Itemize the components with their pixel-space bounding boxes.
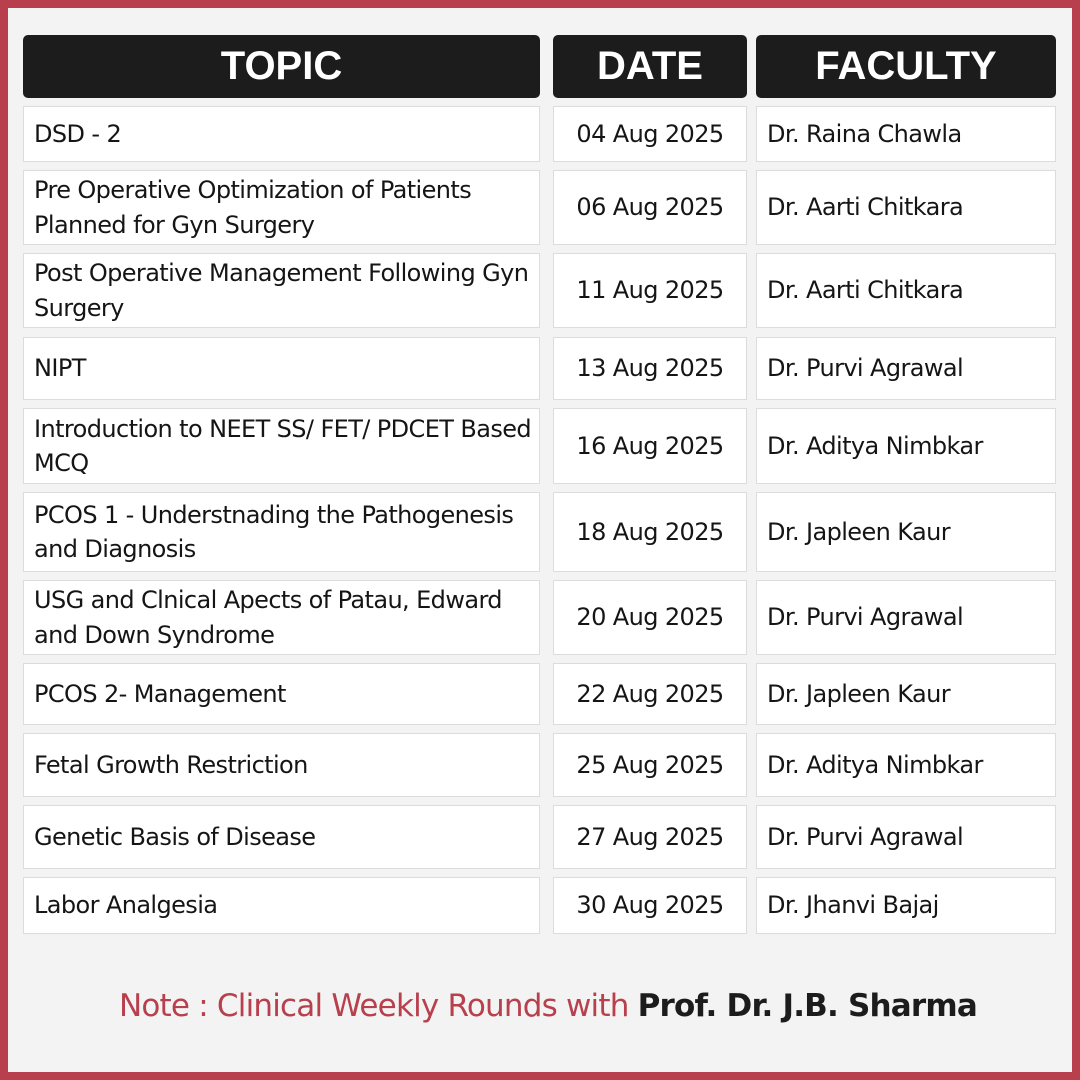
topic-cell (23, 877, 540, 934)
date-text: 13 Aug 2025 (576, 354, 724, 383)
topic-text: Post Operative Management Following Gyn Surgery (34, 259, 529, 322)
topic-cell (23, 805, 540, 869)
date-text: 30 Aug 2025 (576, 891, 724, 920)
date-cell (553, 408, 747, 484)
header-date: DATE (553, 35, 747, 98)
faculty-cell (756, 106, 1056, 162)
topic-text: Genetic Basis of Disease (34, 822, 316, 851)
header-topic: TOPIC (23, 35, 540, 98)
faculty-cell (756, 733, 1056, 797)
topic-text: Pre Operative Optimization of Patients Planned for Gyn Surgery (34, 176, 472, 239)
faculty-cell (756, 170, 1056, 245)
date-text: 04 Aug 2025 (576, 119, 724, 148)
date-cell (553, 106, 747, 162)
header-faculty: FACULTY (756, 35, 1056, 98)
date-text: 06 Aug 2025 (576, 193, 724, 222)
faculty-text: Dr. Aditya Nimbkar (767, 750, 983, 779)
topic-cell (23, 337, 540, 400)
faculty-text: Dr. Japleen Kaur (767, 517, 950, 546)
faculty-text: Dr. Purvi Agrawal (767, 603, 964, 632)
faculty-text: Dr. Jhanvi Bajaj (767, 891, 939, 920)
topic-cell (23, 733, 540, 797)
date-text: 11 Aug 2025 (576, 276, 724, 305)
date-text: 20 Aug 2025 (576, 603, 724, 632)
date-text: 18 Aug 2025 (576, 517, 724, 546)
faculty-cell (756, 663, 1056, 725)
date-text: 25 Aug 2025 (576, 750, 724, 779)
note-lead: Note : Clinical Weekly Rounds with (118, 988, 629, 1024)
topic-text: Labor Analgesia (34, 891, 218, 920)
date-cell (553, 805, 747, 869)
date-text: 27 Aug 2025 (576, 822, 724, 851)
date-cell (553, 253, 747, 328)
faculty-text: Dr. Raina Chawla (767, 119, 962, 148)
topic-cell (23, 170, 540, 245)
topic-text: DSD - 2 (34, 119, 122, 148)
date-text: 22 Aug 2025 (576, 679, 724, 708)
date-cell (553, 580, 747, 655)
topic-cell (23, 253, 540, 328)
faculty-text: Dr. Japleen Kaur (767, 679, 950, 708)
date-cell (553, 170, 747, 245)
topic-cell (23, 663, 540, 725)
topic-text: PCOS 1 - Understnading the Pathogenesis and Diagnosis (34, 500, 514, 563)
faculty-text: Dr. Purvi Agrawal (767, 822, 964, 851)
faculty-cell (756, 877, 1056, 934)
date-cell (553, 663, 747, 725)
footer-note (8, 988, 1080, 1024)
topic-text: PCOS 2- Management (34, 679, 286, 708)
date-cell (553, 877, 747, 934)
date-cell (553, 733, 747, 797)
faculty-text: Dr. Aarti Chitkara (767, 193, 964, 222)
topic-cell (23, 580, 540, 655)
topic-text: Fetal Growth Restriction (34, 750, 308, 779)
topic-text: USG and Clnical Apects of Patau, Edward and Down Syndrome (34, 586, 502, 649)
topic-text: Introduction to NEET SS/ FET/ PDCET Based MCQ (34, 414, 532, 477)
date-cell (553, 492, 747, 572)
faculty-cell (756, 580, 1056, 655)
note-faculty-name: Prof. Dr. J.B. Sharma (637, 988, 978, 1024)
faculty-text: Dr. Purvi Agrawal (767, 354, 964, 383)
topic-cell (23, 492, 540, 572)
faculty-cell (756, 337, 1056, 400)
date-cell (553, 337, 747, 400)
topic-cell (23, 106, 540, 162)
topic-text: NIPT (34, 354, 86, 383)
faculty-cell (756, 408, 1056, 484)
faculty-text: Dr. Aditya Nimbkar (767, 431, 983, 460)
date-text: 16 Aug 2025 (576, 431, 724, 460)
topic-cell (23, 408, 540, 484)
faculty-text: Dr. Aarti Chitkara (767, 276, 964, 305)
faculty-cell (756, 253, 1056, 328)
faculty-cell (756, 492, 1056, 572)
faculty-cell (756, 805, 1056, 869)
